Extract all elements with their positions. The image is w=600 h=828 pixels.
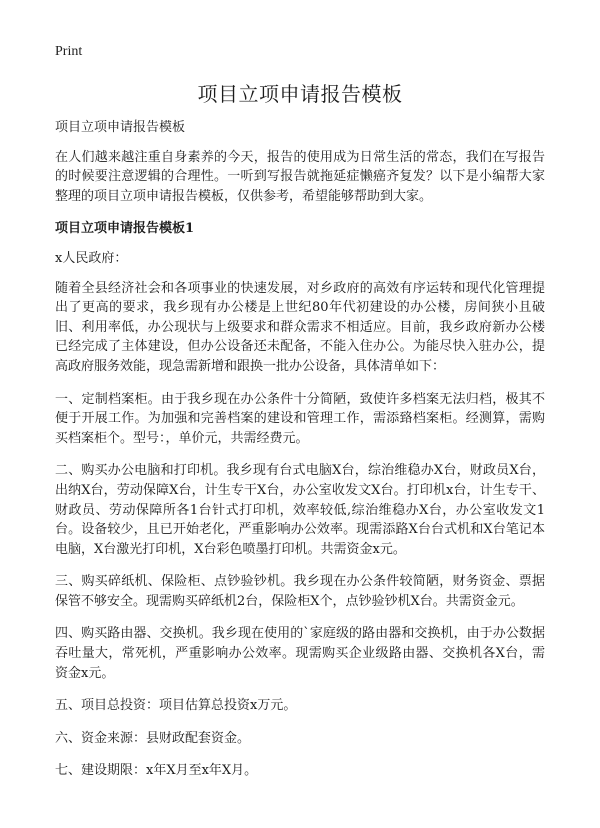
salutation: x人民政府： (55, 250, 128, 266)
intro-paragraph: 在人们越来越注重自身素养的今天，报告的使用成为日常生活的常态，我们在写报告的时候要注意逻辑的合理性。一听到写报告就拖延症懒癌齐复发？以下是小编帮大家整理的项目立项申请报告模板，仅供参考，希望能够帮助到大家。 (55, 149, 545, 204)
body-paragraph: 一、定制档案柜。由于我乡现在办公条件十分简陋，致使许多档案无法归档，极其不便于开展工作。为加强和完善档案的建设和管理工作，需添臵档案柜。经测算，需购买档案柜个。型号：，单价元，共需经费元。 (55, 391, 545, 446)
body-paragraph: 随着全县经济社会和各项事业的快速发展，对乡政府的高效有序运转和现代化管理提出了更高的要求，我乡现有办公楼是上世纪80年代初建设的办公楼，房间狭小且破旧、利用率低，办公现状与上级要求和群众需求不相适应。目前，我乡政府新办公楼已经完成了主体建设，但办公设备还未配备，不能入住办公。为能尽快入驻办公，提高政府服务效能，现急需新增和跟换一批办公设备，具体清单如下： (55, 280, 545, 374)
document-body (55, 118, 545, 794)
body-paragraph: 三、购买碎纸机、保险柜、点钞验钞机。我乡现在办公条件较简陋，财务资金、票据保管不够安全。现需购买碎纸机2台，保险柜X个，点钞验钞机X台。共需资金元。 (55, 574, 545, 609)
section-heading: 项目立项申请报告模板1 (55, 221, 195, 237)
document-subtitle: 项目立项申请报告模板 (55, 120, 186, 135)
body-paragraph: 五、项目总投资：项目估算总投资x万元。 (55, 698, 297, 714)
page-title: 项目立项申请报告模板 (197, 82, 403, 106)
body-paragraph: 四、购买路由器、交换机。我乡现在使用的`家庭级的路由器和交换机，由于办公数据吞吐量大，常死机，严重影响办公效率。现需购买企业级路由器、交换机各X台，需资金x元。 (55, 626, 545, 681)
body-paragraph: 七、建设期限：x年X月至x年X月。 (55, 763, 258, 779)
print-link[interactable]: Print (55, 44, 83, 59)
body-paragraph: 二、购买办公电脑和打印机。我乡现有台式电脑X台，综治维稳办X台，财政员X台，出纳X台，劳动保障X台，计生专干X台，办公室收发文X台。打印机x台，计生专干、财政员、劳动保障所各1台针式打印机，效率较低,综治维稳办X台，办公室收发文1台。设备较少，且已开始老化，严重影响办公效率。现需添路X台台式机和X台笔记本电脑，X台激光打印机，X台彩色喷墨打印机。共需资金x元。 (55, 463, 545, 557)
body-paragraph: 六、资金来源：县财政配套资金。 (55, 730, 251, 746)
